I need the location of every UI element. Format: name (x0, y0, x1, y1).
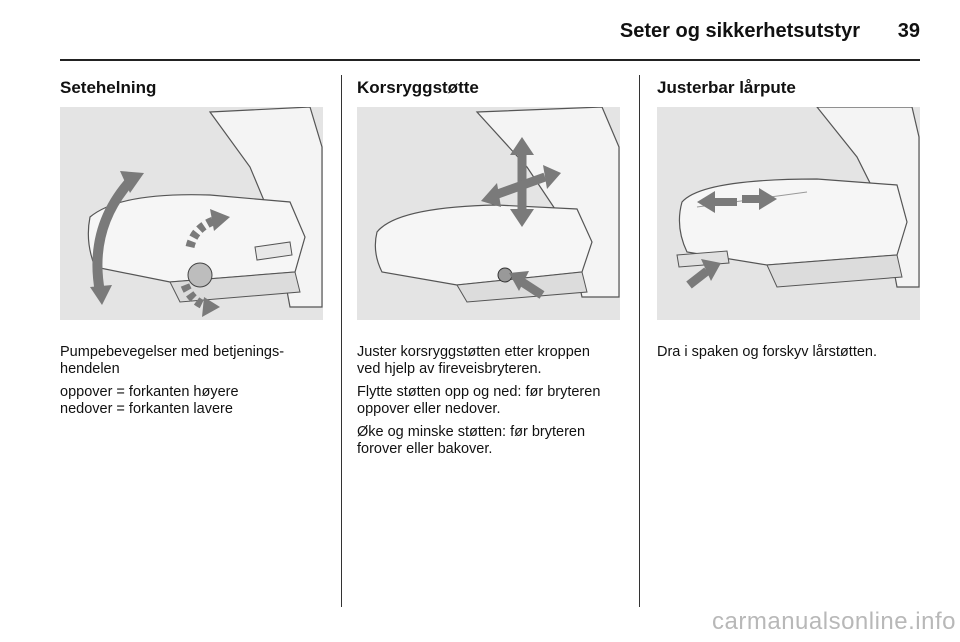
section-lumbar-support (357, 77, 622, 464)
section-seat-tilt (60, 77, 325, 424)
column-divider-1 (341, 75, 342, 607)
header-divider (60, 59, 920, 61)
paragraph: Juster korsryggstøtten etter kroppen ved hjelp av fireveisbryteren. (357, 344, 590, 377)
paragraph: Dra i spaken og forskyv lårstøtten. (657, 344, 877, 360)
paragraph: Øke og minske støtten: før bryteren forover eller bakover. (357, 424, 586, 457)
footer-watermark: carmanualsonline.info (712, 608, 956, 635)
column-divider-2 (639, 75, 640, 607)
paragraph: oppover = forkanten høyere nedover = forkanten lavere (60, 384, 239, 417)
thigh-support-illustration (657, 107, 920, 320)
lumbar-support-illustration (357, 107, 620, 320)
section-body (60, 344, 325, 418)
pump-lever-knob (188, 263, 212, 287)
seat-tilt-illustration (60, 107, 323, 320)
four-way-switch (498, 268, 512, 282)
section-title: Justerbar lårpute (657, 78, 796, 97)
section-body (357, 344, 622, 458)
section-title: Setehelning (60, 78, 157, 97)
section-title: Korsryggstøtte (357, 78, 479, 97)
seat-cushion (375, 205, 592, 285)
header-title: Seter og sikkerhetsutstyr (619, 20, 860, 42)
page-number: 39 (897, 20, 920, 42)
section-thigh-support (657, 77, 922, 367)
paragraph: Flytte støtten opp og ned: før bryteren oppover eller nedover. (357, 384, 601, 417)
section-body (657, 344, 922, 361)
paragraph: Pumpebevegelser med betjenings- hendelen (60, 344, 285, 377)
